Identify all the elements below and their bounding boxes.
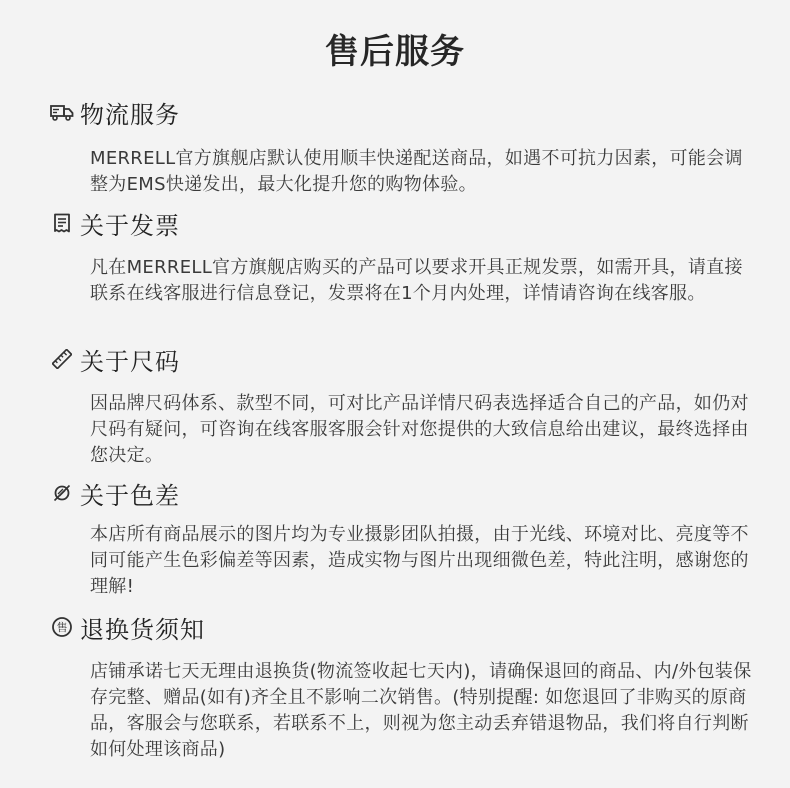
section-heading-size [50, 342, 180, 376]
section-heading-label: 关于尺码 [80, 347, 180, 376]
invoice-icon [50, 211, 74, 235]
section-heading-color [50, 476, 180, 510]
truck-icon [50, 100, 74, 124]
section-text-returns: 店铺承诺七天无理由退换货(物流签收起七天内)，请确保退回的商品、内/外包装保存完整、赠品(如有)齐全且不影响二次销售。(特别提醒: 如您退回了非购买的原商品，客服会与您联系，若联系不上，则视为您主动丢弃错退物品，我们将自行判断如何处理该商品) [90, 661, 752, 760]
section-text-size: 因品牌尺码体系、款型不同，可对比产品详情尺码表选择适合自己的产品，如仍对尺码有疑问，可咨询在线客服客服会针对您提供的大致信息给出建议，最终选择由您决定。 [90, 393, 749, 466]
section-heading-label: 关于发票 [80, 211, 180, 240]
section-heading-label: 关于色差 [80, 481, 180, 510]
ruler-icon [50, 347, 74, 371]
page-title: 售后服务 [325, 32, 465, 72]
section-text-color: 本店所有商品展示的图片均为专业摄影团队拍摄，由于光线、环境对比、亮度等不同可能产生色彩偏差等因素，造成实物与图片出现细微色差，特此注明，感谢您的理解! [90, 524, 749, 597]
after-sale-icon [50, 615, 74, 639]
section-heading-label: 退换货须知 [80, 615, 205, 644]
section-heading-returns [50, 610, 205, 644]
color-diff-icon [50, 481, 74, 505]
after-sale-icon-glyph: 售 [56, 621, 68, 634]
section-text-logistics: MERRELL官方旗舰店默认使用顺丰快递配送商品，如遇不可抗力因素，可能会调整为EMS快递发出，最大化提升您的购物体验。 [90, 148, 743, 195]
section-heading-logistics [50, 95, 180, 129]
section-heading-label: 物流服务 [80, 100, 180, 129]
section-text-invoice: 凡在MERRELL官方旗舰店购买的产品可以要求开具正规发票，如需开具，请直接联系在线客服进行信息登记，发票将在1个月内处理，详情请咨询在线客服。 [90, 257, 743, 304]
section-heading-invoice [50, 206, 180, 240]
